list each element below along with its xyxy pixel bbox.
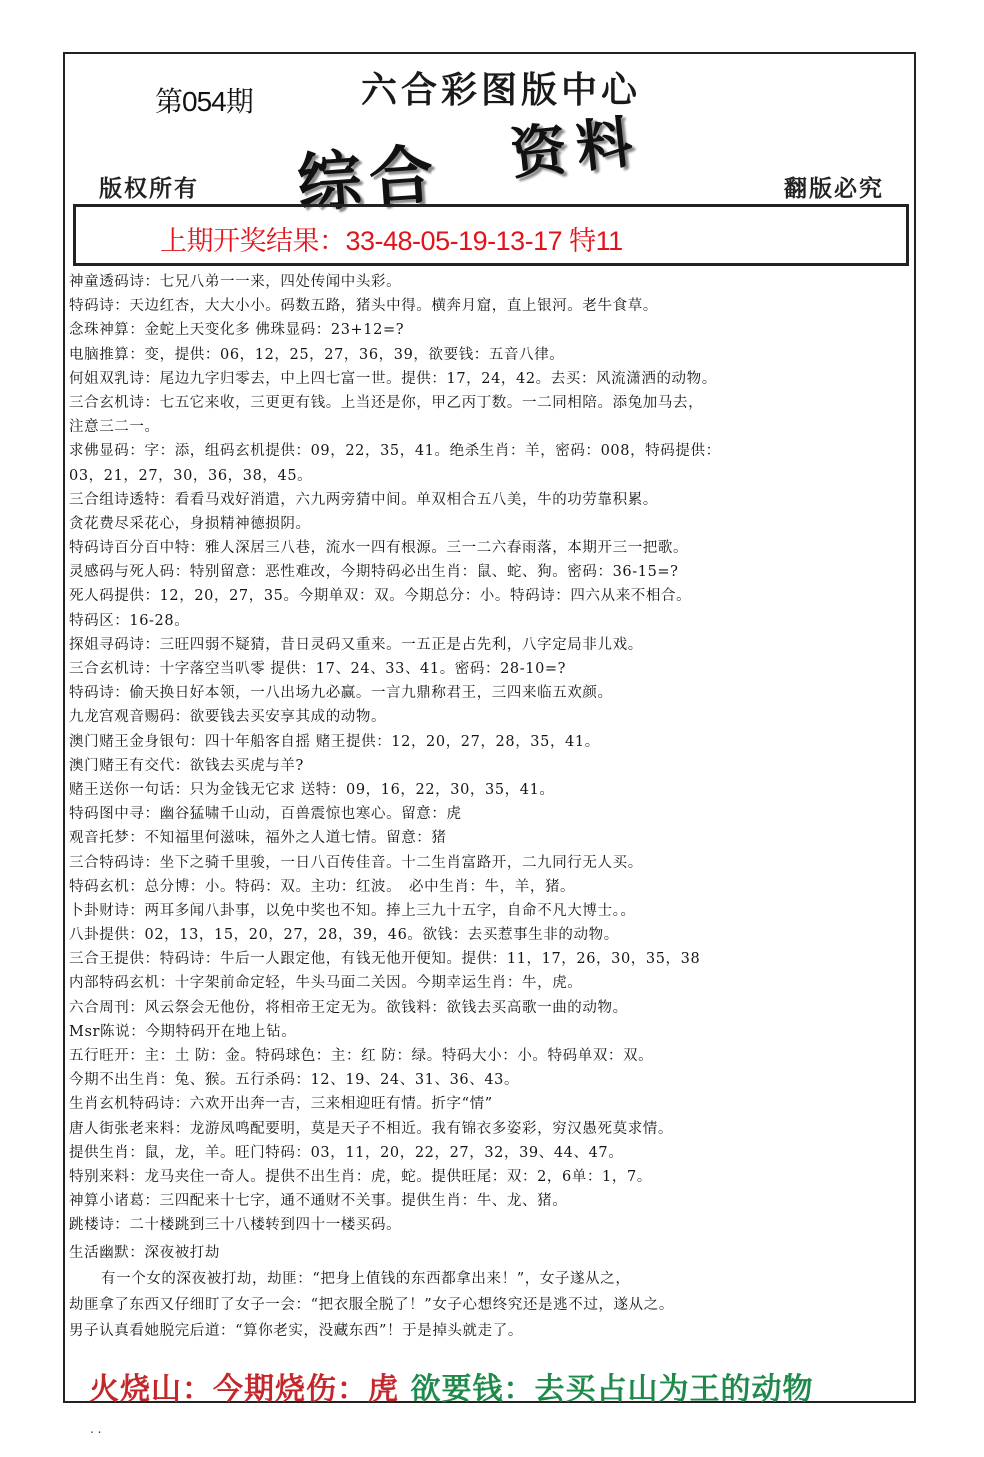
copyright-right: 翻版必究 bbox=[784, 175, 884, 202]
info-line: 念珠神算：金蛇上天变化多 佛珠显码：23+12=? bbox=[69, 322, 405, 339]
last-result-box bbox=[73, 204, 909, 266]
banner-red-text: 火烧山：今期烧伤：虎 bbox=[89, 1372, 399, 1407]
info-line: 澳门赌王金身银句：四十年船客自摇 赌王提供：12，20，27，28，35，41。 bbox=[69, 733, 600, 750]
info-line: 电脑推算：变，提供：06，12，25，27，36，39，欲要钱：五音八律。 bbox=[69, 346, 565, 363]
joke-title: 生活幽默：深夜被打劫 bbox=[69, 1245, 220, 1261]
info-line: 唐人街张老来料：龙游凤鸣配要明，莫是天子不相近。我有锦衣多姿彩，穷汉愚死莫求情。 bbox=[69, 1120, 673, 1137]
info-line: 特别来料：龙马夹住一奇人。提供不出生肖：虎，蛇。提供旺尾：双：2，6单：1，7。 bbox=[69, 1168, 652, 1185]
joke-paragraph: 有一个女的深夜被打劫，劫匪：“把身上值钱的东西都拿出来！”，女子遂从之， bbox=[101, 1271, 631, 1287]
info-line: 贪花费尽采花心，身损精神德损阴。 bbox=[69, 515, 311, 532]
big-title-left: 综合 bbox=[294, 137, 444, 222]
footer-dots: . . bbox=[90, 1422, 102, 1436]
copyright-left: 版权所有 bbox=[99, 175, 199, 202]
info-line: 死人码提供：12，20，27，35。今期单双：双。今期总分：小。特码诗：四六从来不相合。 bbox=[69, 588, 692, 605]
info-line: 特码区：16-28。 bbox=[69, 612, 190, 629]
info-line: 内部特码玄机：十字架前命定轻，牛头马面二关因。今期幸运生肖：牛，虎。 bbox=[69, 975, 583, 992]
info-line: 特码诗百分百中特：雅人深居三八巷，流水一四有根源。三一二六春雨落，本期开三一把歌。 bbox=[69, 540, 689, 557]
info-line: 澳门赌王有交代：欲钱去买虎与羊? bbox=[69, 757, 304, 774]
info-line: 五行旺开：主：土 防：金。特码球色：主：红 防：绿。特码大小：小。特码单双：双。 bbox=[69, 1048, 654, 1064]
info-line: 生肖玄机特码诗：六欢开出奔一吉，三来相迎旺有情。折字“情” bbox=[69, 1096, 493, 1113]
info-line: 九龙宫观音赐码：欲要钱去买安享其成的动物。 bbox=[69, 709, 387, 726]
info-line: 神童透码诗：七兄八弟一一来，四处传闻中头彩。 bbox=[69, 274, 402, 290]
banner-green-text: 欲要钱：去买占山为王的动物 bbox=[410, 1372, 814, 1407]
document-frame bbox=[63, 52, 916, 1407]
info-line: 求佛显码：字：添，组码玄机提供：09，22，35，41。绝杀生肖：羊，密码：008，特码提供： bbox=[69, 443, 721, 460]
info-line: 八卦提供：02，13，15，20，27，28，39，46。欲钱：去买惹事生非的动物。 bbox=[69, 927, 619, 944]
center-title: 六合彩图版中心 bbox=[361, 69, 642, 111]
issue-number: 第054期 bbox=[155, 86, 253, 117]
info-line: Msr陈说：今期特码开在地上钻。 bbox=[69, 1023, 297, 1040]
info-line: 卜卦财诗：两耳多闻八卦事，以免中奖也不知。捧上三九十五字，自命不凡大博士。。 bbox=[69, 902, 636, 919]
bottom-banner bbox=[89, 1364, 813, 1408]
info-line: 灵感码与死人码：特别留意：恶性难改，今期特码必出生肖：鼠、蛇、狗。密码：36-15=? bbox=[69, 564, 679, 581]
info-line: 何姐双乳诗：尾边九字归零去，中上四七富一世。提供：17，24，42。去买：风流潇洒的动物。 bbox=[69, 370, 717, 387]
info-lines bbox=[69, 270, 909, 1238]
big-title-right: 资料 bbox=[507, 108, 646, 188]
info-line: 特码诗：偷天换日好本领，一八出场九必赢。一言九鼎称君王，三四来临五欢颜。 bbox=[69, 685, 613, 702]
joke-paragraph: 劫匪拿了东西又仔细盯了女子一会：“把衣服全脱了！”女子心想终究还是逃不过，遂从之。 bbox=[69, 1297, 674, 1313]
last-result-text: 上期开奖结果：33-48-05-19-13-17 特11 bbox=[160, 226, 623, 256]
info-line: 神算小诸葛：三四配来十七字，通不通财不关事。提供生肖：牛、龙、猪。 bbox=[69, 1193, 568, 1210]
info-line: 三合特码诗：坐下之骑千里骏，一日八百传佳音。十二生肖富路开，二九同行无人买。 bbox=[69, 854, 643, 871]
info-line: 注意三二一。 bbox=[69, 419, 160, 436]
info-line: 三合玄机诗：十字落空当叭零 提供：17、24、33、41。密码：28-10=? bbox=[69, 661, 567, 677]
info-line: 提供生肖：鼠，龙，羊。旺门特码：03，11，20，22，27，32，39、44、47。 bbox=[69, 1144, 624, 1161]
joke-paragraph: 男子认真看她脱完后道：“算你老实，没藏东西”！于是掉头就走了。 bbox=[69, 1323, 523, 1339]
info-line: 跳楼诗：二十楼跳到三十八楼转到四十一楼买码。 bbox=[69, 1217, 402, 1234]
info-line: 特码图中寻：幽谷猛啸千山动，百兽震惊也寒心。留意：虎 bbox=[69, 806, 462, 823]
info-line: 六合周刊：风云祭会无他份，将相帝王定无为。欲钱料：欲钱去买高歌一曲的动物。 bbox=[69, 999, 628, 1016]
info-line: 三合王提供：特码诗：牛后一人跟定他，有钱无他开便知。提供：11，17，26，30，35，38 bbox=[69, 951, 701, 968]
info-line: 特码玄机：总分博：小。特码：双。主功：红波。 必中生肖：牛，羊，猪。 bbox=[69, 878, 576, 895]
info-line: 特码诗：天边红杏，大大小小。码数五路，猪头中得。横奔月窟，直上银河。老牛食草。 bbox=[69, 298, 658, 315]
info-line: 三合玄机诗：七五它来收，三更更有钱。上当还是你，甲乙丙丁数。一二同相陪。添兔加马去， bbox=[69, 394, 704, 411]
info-line: 赌王送你一句话：只为金钱无它求 送特：09，16，22，30，35，41。 bbox=[69, 781, 555, 798]
joke-section bbox=[69, 1240, 909, 1344]
info-line: 探姐寻码诗：三旺四弱不疑猜，昔日灵码又重来。一五正是占先利，八字定局非儿戏。 bbox=[69, 636, 643, 653]
info-line: 观音托梦：不知福里何滋味，福外之人道七情。留意：猪 bbox=[69, 830, 447, 847]
info-line: 今期不出生肖：兔、猴。五行杀码：12、19、24、31、36、43。 bbox=[69, 1072, 520, 1089]
info-line: 三合组诗透特：看看马戏好消遣，六九两旁猜中间。单双相合五八美，牛的功劳靠积累。 bbox=[69, 491, 658, 508]
info-line: 03，21，27，30，36，38，45。 bbox=[69, 467, 313, 484]
